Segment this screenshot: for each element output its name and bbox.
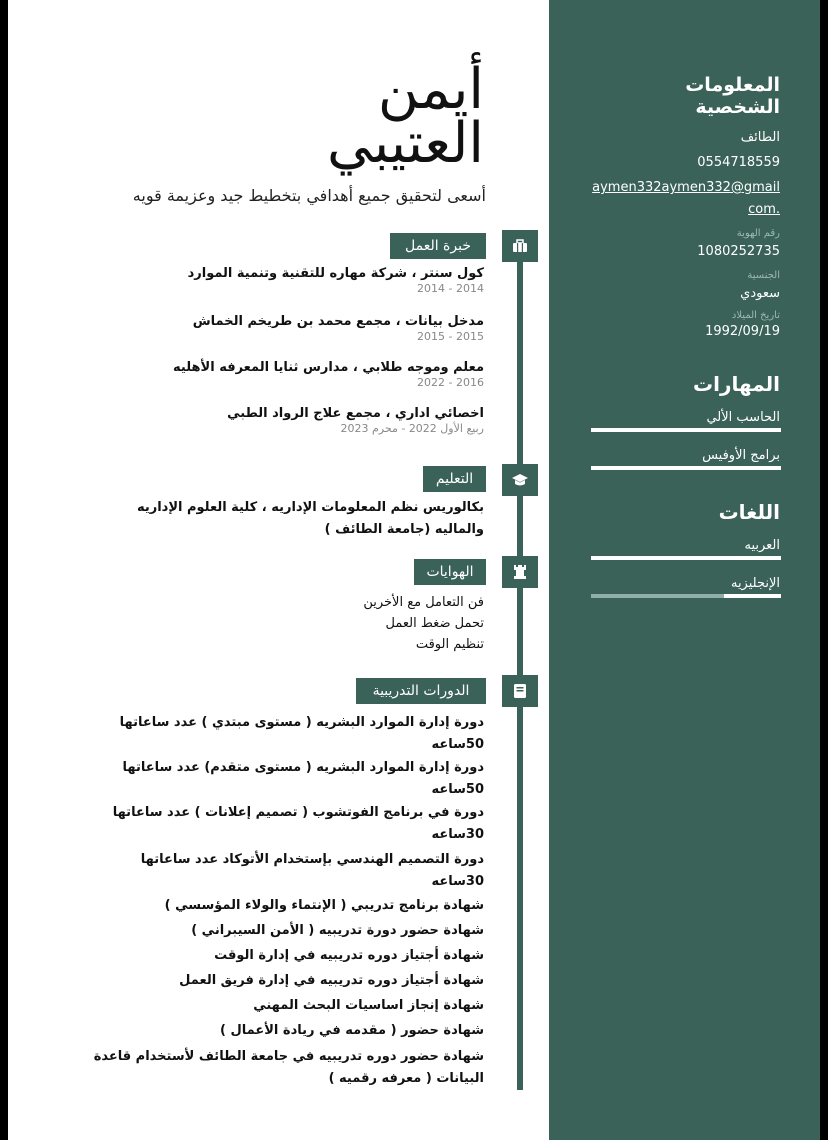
hobby-item: تحمل ضغط العمل: [385, 616, 484, 631]
experience-date: 2014 - 2014: [417, 282, 484, 295]
city: الطائف: [740, 130, 780, 145]
experience-item: [227, 406, 484, 435]
course-item: [179, 970, 484, 992]
language-bar-fill: [591, 556, 781, 560]
language-label: العربيه: [744, 538, 780, 553]
course-item: [191, 920, 484, 942]
course-item: [94, 1046, 484, 1090]
experience-item: [173, 360, 484, 389]
experience-date: 2015 - 2015: [417, 330, 484, 343]
skill-label: الحاسب الألي: [706, 410, 780, 425]
skill-bar: [591, 466, 781, 470]
course-line: شهادة أجتياز دوره تدريبيه في إدارة الوقت: [214, 948, 484, 963]
course-line: شهادة أجتياز دوره تدريبيه في إدارة فريق العمل: [179, 973, 484, 988]
resume-page: [8, 0, 820, 1140]
language-bar-fill: [724, 594, 781, 598]
course-line: البيانات ( معرفه رقميه ): [328, 1071, 484, 1086]
name-last: العتيبي: [326, 111, 484, 176]
course-item: [165, 895, 484, 917]
timeline-line: [517, 255, 523, 1090]
personal-title-line2: الشخصية: [695, 96, 780, 118]
experience-section-title: خبرة العمل: [390, 233, 486, 259]
course-line: شهادة حضور دوره تدريبيه في جامعة الطائف لأستخدام قاعدة: [93, 1049, 484, 1064]
email-line2[interactable]: .com: [748, 202, 780, 217]
book-icon: [502, 675, 538, 707]
course-item: [214, 945, 484, 967]
courses-section-title: الدورات التدريبية: [356, 678, 486, 704]
course-line: شهادة إنجاز اساسيات البحث المهني: [253, 998, 484, 1013]
id-value: 1080252735: [697, 244, 780, 259]
nationality-value: سعودي: [740, 286, 780, 301]
birth-value: 1992/09/19: [705, 324, 780, 339]
course-line: 30ساعه: [431, 874, 484, 889]
education-item: [137, 497, 484, 541]
course-line: 50ساعه: [431, 737, 484, 752]
nationality-label: الجنسية: [747, 270, 780, 281]
course-line: دورة التصميم الهندسي بإستخدام الأتوكاد عدد ساعاتها: [140, 852, 484, 867]
experience-item: [193, 314, 484, 343]
course-item: [253, 995, 484, 1017]
language-label: الإنجليزيه: [730, 576, 780, 591]
education-line: والماليه (جامعة الطائف ): [324, 522, 484, 537]
skill-label: برامج الأوفيس: [702, 448, 780, 463]
personal-info-title: [685, 74, 780, 118]
course-item: [113, 802, 484, 846]
course-line: شهادة حضور ( مقدمه في ريادة الأعمال ): [220, 1023, 484, 1038]
skills-title: المهارات: [693, 372, 780, 396]
experience-date: ربيع الأول 2022 - محرم 2023: [340, 422, 484, 435]
language-bar: [591, 556, 781, 560]
email-line1[interactable]: aymen332aymen332@gmail: [592, 180, 780, 195]
course-item: [122, 757, 484, 801]
name-first: أيمن: [377, 57, 484, 122]
course-line: شهادة برنامج تدريبي ( الإنتماء والولاء المؤسسي ): [164, 898, 484, 913]
experience-date: 2016 - 2022: [417, 376, 484, 389]
experience-title: اخصائي اداري ، مجمع علاج الرواد الطبي: [227, 406, 484, 421]
course-line: دورة إدارة الموارد البشريه ( مستوى مبتدي ) عدد ساعاتها: [119, 715, 484, 730]
hobby-item: فن التعامل مع الأخرين: [363, 595, 484, 610]
sidebar: [549, 0, 820, 1140]
course-line: 30ساعه: [431, 827, 484, 842]
birth-label: تاريخ الميلاد: [731, 310, 780, 321]
course-line: شهادة حضور دورة تدريبيه ( الأمن السيبراني ): [191, 923, 484, 938]
course-line: دورة إدارة الموارد البشريه ( مستوى متقدم) عدد ساعاتها: [122, 760, 484, 775]
language-bar: [591, 594, 781, 598]
course-line: دورة في برنامج الفوتشوب ( تصميم إعلانات ) عدد ساعاتها: [112, 805, 484, 820]
experience-title: مدخل بيانات ، مجمع محمد بن طريخم الخماش: [192, 314, 484, 329]
phone: 0554718559: [697, 155, 780, 170]
rook-icon: [502, 556, 538, 588]
briefcase-icon: [502, 230, 538, 262]
education-line: بكالوريس نظم المعلومات الإداريه ، كلية العلوم الإداريه: [136, 500, 484, 515]
course-line: 50ساعه: [431, 782, 484, 797]
experience-title: كول سنتر ، شركة مهاره للتقنية وتنمية الموارد: [187, 266, 484, 281]
id-label: رقم الهوية: [736, 228, 780, 239]
hobbies-list: [363, 592, 484, 655]
course-item: [120, 712, 484, 756]
languages-title: اللغات: [718, 500, 780, 524]
skill-bar-fill: [591, 466, 781, 470]
hobby-item: تنظيم الوقت: [415, 637, 484, 652]
experience-item: [188, 266, 484, 295]
personal-title-line1: المعلومات: [685, 74, 780, 96]
hobbies-section-title: الهوايات: [414, 559, 486, 585]
graduation-cap-icon: [502, 464, 538, 496]
course-item: [141, 849, 484, 893]
course-item: [220, 1020, 484, 1042]
education-section-title: التعليم: [423, 466, 486, 492]
skill-bar: [591, 428, 781, 432]
tagline: أسعى لتحقيق جميع أهدافي بتخطيط جيد وعزيمة قويه: [132, 186, 486, 205]
skill-bar-fill: [591, 428, 781, 432]
experience-title: معلم وموجه طلابي ، مدارس ثنايا المعرفه الأهليه: [173, 360, 484, 375]
